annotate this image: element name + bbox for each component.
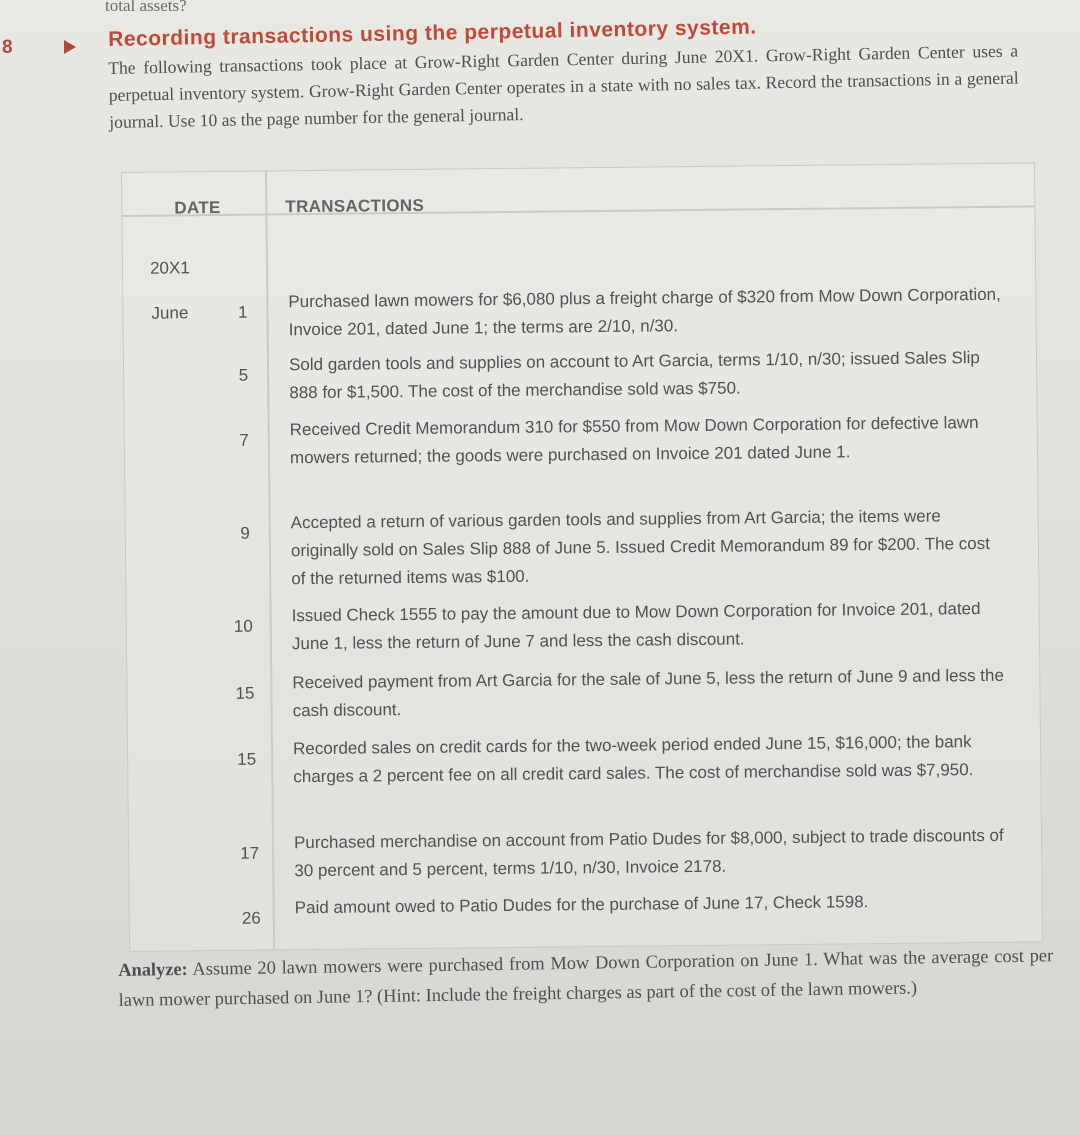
row-day: 17 xyxy=(240,843,260,863)
year-cell: 20X1 xyxy=(149,258,190,278)
previous-question-text: total assets? xyxy=(105,0,187,15)
row-day: 7 xyxy=(239,430,249,450)
row-day: 26 xyxy=(241,908,261,928)
row-day: 1 xyxy=(237,302,248,322)
row-day: 5 xyxy=(238,365,249,385)
analyze-text: Assume 20 lawn mowers were purchased from Mow Down Corporation on June 1. What was the average cost per lawn mower purchased on June 1? (Hint: Include the freight charges as part of the cost of the lawn mowers.) xyxy=(118,945,1054,1010)
row-day: 9 xyxy=(240,523,250,543)
header-divider xyxy=(122,205,1034,216)
row-transaction: Accepted a return of various garden tools and supplies from Art Garcia; the items were originally sold on Sales Slip 888 of June 5. Issued Credit Memorandum 89 for $200. The cost of the returned items was $100. xyxy=(290,506,991,589)
column-divider xyxy=(265,171,275,949)
row-transaction: Purchased merchandise on account from Patio Dudes for $8,000, subject to trade discounts of 30 percent and 5 percent, terms 1/10, n/30, Invoice 2178. xyxy=(293,825,1004,881)
analyze-label: Analyze: xyxy=(118,958,188,980)
row-transaction: Issued Check 1555 to pay the amount due to Mow Down Corporation for Invoice 201, dated June 1, less the return of June 7 and less the cash discount. xyxy=(291,599,981,654)
transactions-table xyxy=(121,162,1043,952)
row-transaction: Purchased lawn mowers for $6,080 plus a freight charge of $320 from Mow Down Corporation, Invoice 201, dated June 1; the terms are 2/10, n/30. xyxy=(288,284,1001,340)
row-transaction: Received Credit Memorandum 310 for $550 from Mow Down Corporation for defective lawn mowers returned; the goods were purchased on Invoice 201 dated June 1. xyxy=(289,413,979,468)
transactions-column-header: TRANSACTIONS xyxy=(285,195,425,217)
row-transaction: Recorded sales on credit cards for the two-week period ended June 15, $16,000; the bank charges a 2 percent fee on all credit card sales. The cost of merchandise sold was $7,950. xyxy=(292,732,974,787)
date-column-header: DATE xyxy=(174,197,221,218)
problem-number: 8 xyxy=(2,37,13,58)
row-day: 15 xyxy=(235,683,255,703)
analyze-question xyxy=(118,940,1054,1015)
row-day: 15 xyxy=(237,749,257,769)
problem-intro: The following transactions took place at Grow-Right Garden Center during June 20X1. Grow-Right Garden Center uses a perpetual inventory system. Grow-Right Garden Center operates in a state with no sales tax. Record the transactions in a general journal. Use 10 as the page number for the general journal. xyxy=(108,40,1019,132)
row-day: 10 xyxy=(233,616,253,636)
row-transaction: Paid amount owed to Patio Dudes for the purchase of June 17, Check 1598. xyxy=(294,892,869,918)
row-transaction: Sold garden tools and supplies on account to Art Garcia, terms 1/10, n/30; issued Sales Slip 888 for $1,500. The cost of the merchandise sold was $750. xyxy=(288,348,980,403)
month-cell: June xyxy=(151,303,189,323)
triangle-arrow-icon xyxy=(64,40,76,54)
row-transaction: Received payment from Art Garcia for the sale of June 5, less the return of June 9 and less the cash discount. xyxy=(292,665,1004,721)
problem-title: Recording transactions using the perpetual inventory system. xyxy=(108,15,757,51)
